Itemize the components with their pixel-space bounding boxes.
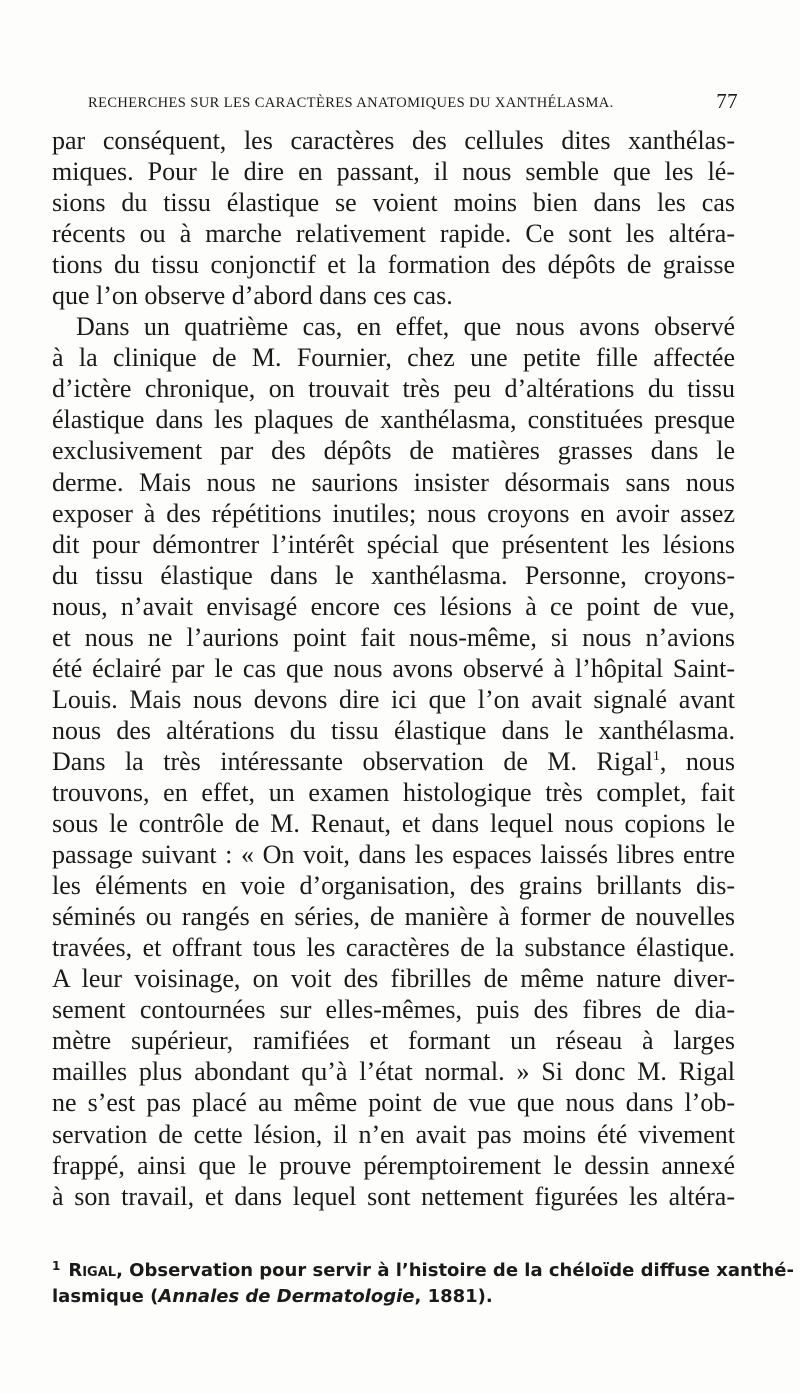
- text-line: passage suivant : « On voit, dans les espaces laissés libres entre: [52, 840, 735, 870]
- text-line: nous, n’avait envisagé encore ces lésions à ce point de vue,: [52, 591, 735, 621]
- text-line: trouvons, en effet, un examen histologique très complet, fait: [52, 777, 735, 807]
- text-line: mètre supérieur, ramifiées et formant un réseau à larges: [52, 1026, 735, 1056]
- footnote: [52, 1253, 794, 1310]
- footnote-author: Rigal: [68, 1260, 117, 1281]
- text-line: récents ou à marche relativement rapide. Ce sont les altéra-: [52, 219, 735, 249]
- text-line: que l’on observe d’abord dans ces cas.: [52, 281, 453, 311]
- text-line: tions du tissu conjonctif et la formation des dépôts de graisse: [52, 250, 735, 280]
- text-line: frappé, ainsi que le prouve péremptoirement le dessin annexé: [52, 1150, 735, 1180]
- footnote-text: , 1881).: [414, 1286, 493, 1307]
- text-line: été éclairé par le cas que nous avons observé à l’hôpital Saint-: [52, 653, 735, 683]
- text-line: mailles plus abondant qu’à l’état normal. » Si donc M. Rigal: [52, 1057, 735, 1087]
- footnote-reference: 1: [652, 748, 660, 764]
- footnote-mark: 1: [52, 1259, 61, 1273]
- text-segment: , nous: [659, 746, 735, 776]
- text-line: sions du tissu élastique se voient moins bien dans les cas: [52, 188, 735, 218]
- text-line: ne s’est pas placé au même point de vue que nous dans l’ob-: [52, 1088, 735, 1118]
- text-line: séminés ou rangés en séries, de manière à former de nouvelles: [52, 902, 735, 932]
- page-number: 77: [716, 89, 738, 113]
- running-head-title: RECHERCHES SUR LES CARACTÈRES ANATOMIQUES DU XANTHÉLASMA.: [88, 95, 614, 111]
- text-line: Louis. Mais nous devons dire ici que l’on avait signalé avant: [52, 684, 735, 714]
- text-line-with-note: [52, 746, 735, 777]
- footnote-journal: Annales de Dermatologie: [158, 1286, 415, 1307]
- text-line: travées, et offrant tous les caractères de la substance élastique.: [52, 933, 735, 963]
- text-line: élastique dans les plaques de xanthélasma, constituées presque: [52, 405, 735, 435]
- text-line: sement contournées sur elles-mêmes, puis des fibres de dia-: [52, 995, 735, 1025]
- text-line: servation de cette lésion, il n’en avait pas moins été vivement: [52, 1119, 735, 1149]
- footnote-text: , Observation pour servir à l’histoire de la chéloïde diffuse xanthé-: [116, 1260, 794, 1281]
- running-head: [88, 89, 738, 116]
- body-text: [52, 125, 735, 1212]
- text-line: exposer à des répétitions inutiles; nous croyons en avoir assez: [52, 498, 735, 528]
- text-line: A leur voisinage, on voit des fibrilles de même nature diver-: [52, 964, 735, 994]
- text-segment: Dans la très intéressante observation de M. Rigal: [52, 746, 653, 776]
- text-line: les éléments en voie d’organisation, des grains brillants dis-: [52, 871, 735, 901]
- text-line: à la clinique de M. Fournier, chez une petite fille affectée: [52, 343, 735, 373]
- footnote-text: lasmique (: [52, 1286, 159, 1307]
- text-line: du tissu élastique dans le xanthélasma. Personne, croyons-: [52, 560, 735, 590]
- text-line: Dans un quatrième cas, en effet, que nous avons observé: [76, 312, 735, 342]
- text-line: par conséquent, les caractères des cellules dites xanthélas-: [52, 126, 735, 155]
- text-line: exclusivement par des dépôts de matières grasses dans le: [52, 436, 735, 466]
- text-line: et nous ne l’aurions point fait nous-même, si nous n’avions: [52, 622, 735, 652]
- text-line: sous le contrôle de M. Renaut, et dans lequel nous copions le: [52, 809, 735, 839]
- footnote-line: [52, 1253, 794, 1284]
- footnote-line: [52, 1284, 735, 1310]
- text-line: miques. Pour le dire en passant, il nous semble que les lé-: [52, 157, 735, 187]
- text-line: à son travail, et dans lequel sont nettement figurées les altéra-: [52, 1181, 735, 1211]
- text-line: dit pour démontrer l’intérêt spécial que présentent les lésions: [52, 529, 735, 559]
- text-line: nous des altérations du tissu élastique dans le xanthélasma.: [52, 715, 735, 745]
- text-line: derme. Mais nous ne saurions insister désormais sans nous: [52, 467, 735, 497]
- text-line: d’ictère chronique, on trouvait très peu d’altérations du tissu: [52, 374, 735, 404]
